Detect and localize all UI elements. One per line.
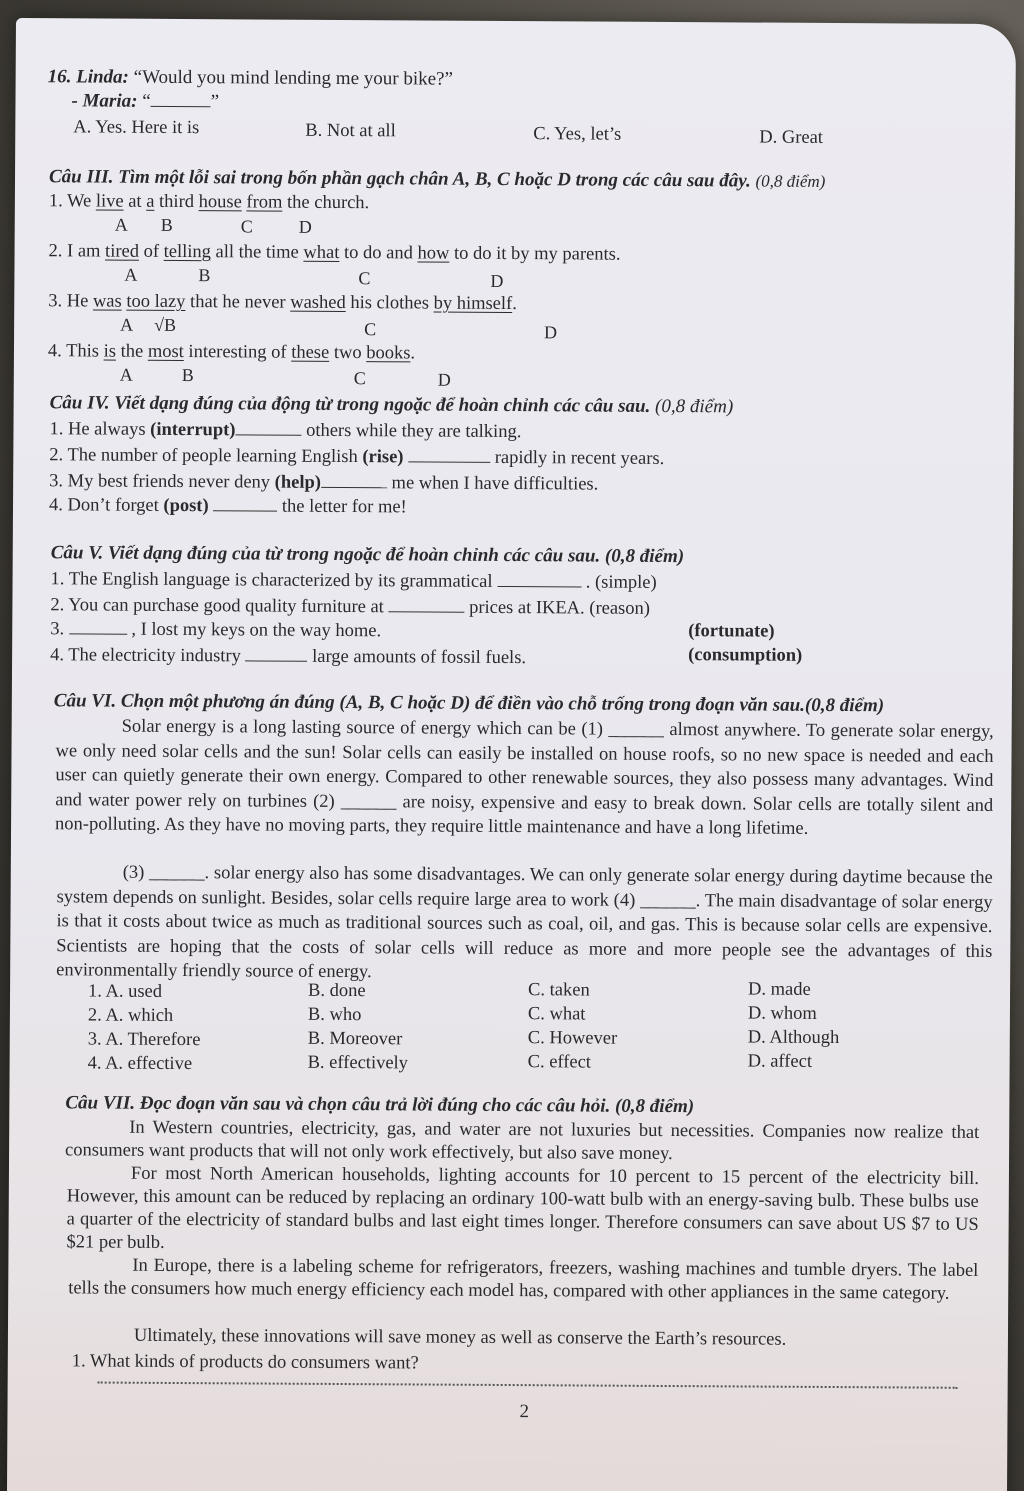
s6-row-3-c: C. However (527, 1028, 618, 1049)
s4-2-pre: 2. The number of people learning English (49, 445, 363, 468)
s5-2-blank (388, 597, 464, 612)
exam-sheet (7, 18, 1016, 1491)
s3-1-text: at (123, 191, 147, 212)
s3-1-label-c: C (240, 216, 253, 237)
s3-2-d: how (417, 243, 450, 264)
s3-3-d: by himself (433, 293, 513, 315)
q16-line2 (71, 90, 219, 113)
s3-4-label-c: C (353, 368, 366, 389)
s3-2-a: tired (105, 241, 140, 262)
s3-4-label-a: A (119, 364, 133, 385)
s6-row-2-c: C. what (527, 1004, 586, 1025)
s6-row-2-b: B. who (307, 1004, 362, 1026)
s3-1-text: 1. We (48, 191, 96, 212)
s3-item-4 (48, 340, 415, 364)
s5-3-word: (fortunate) (688, 621, 775, 642)
s5-1-post: . (simple) (585, 572, 657, 593)
s7-paragraph-2: For most North American households, lighting accounts for 10 percent to 15 percent of the electricity bill. However, this amount can be reduced by replacing an ordinary 100-watt bulb with an energy-saving bulb. These bulbs use a quarter of the electricity of standard bulbs and last eight times longer. Therefore consumers can save about US $7 to US $21 per bulb. (66, 1163, 979, 1253)
s4-1-post: others while they are talking. (301, 420, 522, 443)
s4-2-post: rapidly in recent years. (490, 447, 665, 469)
s5-1-blank (497, 572, 581, 588)
section-3-points: (0,8 điểm) (755, 171, 826, 191)
s3-2-label-d: D (490, 270, 504, 291)
s3-1-label-d: D (298, 216, 312, 237)
s3-2-label-c: C (358, 268, 371, 289)
s4-item-2 (49, 444, 664, 470)
s7-answer-line (98, 1381, 958, 1389)
s3-2-text: to do and (339, 242, 418, 264)
s3-item-1 (49, 190, 369, 214)
q16-blank (151, 92, 211, 107)
s3-2-b: telling (163, 241, 212, 263)
s4-4-pre: 4. Don’t forget (48, 495, 164, 516)
s5-item-3 (50, 618, 381, 642)
s3-4-label-b: B (181, 365, 194, 386)
s3-3-text: . (512, 294, 517, 315)
q16-speaker-linda: 16. Linda: (47, 66, 129, 88)
s6-row-4-a: 4. A. effective (87, 1053, 193, 1075)
s5-item-1 (51, 568, 657, 594)
s3-2-text: 2. I am (48, 241, 106, 262)
s5-4-pre: 4. The electricity industry (50, 645, 246, 667)
s3-4-text: interesting of (183, 342, 292, 363)
s3-item-2 (49, 240, 621, 265)
section-4-points: (0,8 điểm) (655, 395, 734, 418)
s4-item-4 (49, 494, 407, 518)
q16-question: “Would you mind lending me your bike?” (133, 66, 454, 90)
s4-2-blank (408, 447, 490, 463)
s3-2-c: what (303, 242, 340, 263)
q16-option-a: A. Yes. Here it is (73, 117, 200, 139)
s6-row-3-d: D. Although (747, 1027, 840, 1049)
s4-4-verb: (post) (163, 495, 209, 517)
s4-3-verb: (help) (274, 472, 322, 493)
section-3-title (49, 166, 825, 193)
s5-item-2 (50, 594, 650, 620)
s3-4-text: two (329, 342, 367, 364)
q16-line1 (48, 66, 453, 90)
section-4-title (50, 392, 734, 418)
s3-3-label-b-marked: √B (154, 314, 177, 335)
s3-4-b: most (147, 341, 184, 363)
s3-2-label-b: B (198, 265, 211, 286)
s6-row-4-d: D. affect (747, 1051, 813, 1072)
s3-4-a: is (103, 341, 117, 362)
s3-4-text: the (115, 341, 148, 362)
s4-1-pre: 1. He always (49, 419, 151, 440)
s3-3-label-d: D (544, 322, 558, 343)
s6-row-3-a: 3. A. Therefore (87, 1029, 201, 1051)
s4-item-3 (49, 470, 598, 495)
s4-3-post: me when I have difficulties. (386, 473, 599, 495)
s3-1-label-b: B (160, 214, 173, 235)
s3-1-b: a (146, 191, 155, 212)
s3-1-a: live (95, 191, 124, 212)
s6-row-3-b: B. Moreover (307, 1028, 403, 1050)
s6-row-2-a: 2. A. which (87, 1005, 174, 1026)
s7-paragraph-4: Ultimately, these innovations will save money as well as conserve the Earth’s resources. (133, 1325, 787, 1350)
s3-2-text: of (138, 241, 164, 262)
s5-3-pre: 3. (50, 619, 69, 640)
s5-2-pre: 2. You can purchase good quality furniture at (50, 595, 389, 618)
s5-4-post: large amounts of fossil fuels. (307, 646, 527, 669)
s6-row-1-c: C. taken (528, 980, 590, 1001)
section-6-title: Câu VI. Chọn một phương án đúng (A, B, C hoặc D) để điền vào chỗ trống trong đoạn văn sau.(0,8 điểm) (53, 690, 885, 717)
s4-1-blank (235, 420, 301, 435)
s6-paragraph-1: Solar energy is a long lasting source of energy which can be (1) ______ almost anywhere. To generate solar energy, we only need solar cells and the sun! Solar cells can easily be installed on house roofs, so no new space is needed and each user can quietly generate their own energy. Compared to other renewable sources, they also possess many advantages. Wind and water power rely on turbines (2) ______ are noisy, expensive and easy to break down. Solar cells are totally silent and non-polluting. As they have no moving parts, they require little maintenance and have a long lifetime. (55, 716, 994, 839)
s3-1-label-a: A (114, 214, 128, 235)
q16-open-quote: “ (142, 90, 151, 112)
s3-3-text: that he never (185, 292, 291, 313)
q16-option-d: D. Great (759, 127, 824, 148)
s3-4-c: these (291, 342, 330, 363)
s7-question-1: 1. What kinds of products do consumers want? (71, 1351, 419, 1374)
s5-4-word: (consumption) (688, 645, 803, 666)
q16-option-b: B. Not at all (305, 120, 396, 142)
q16-option-c: C. Yes, let’s (533, 124, 622, 145)
s3-3-text: his clothes (345, 293, 434, 314)
s4-3-blank (321, 473, 387, 488)
s5-item-4 (50, 644, 526, 669)
section-5-title: Câu V. Viết dạng đúng của từ trong ngoặc để hoàn chỉnh các câu sau. (0,8 điểm) (50, 542, 685, 568)
s6-row-1-d: D. made (748, 979, 811, 1000)
s3-3-b: too lazy (126, 291, 186, 313)
s7-paragraph-1: In Western countries, electricity, gas, and water are not luxuries but necessities. Companies now realize that consumers want products that will not only work effectively, but also save money. (65, 1117, 980, 1165)
s3-3-label-c: C (364, 319, 377, 340)
s5-2-post: prices at IKEA. (reason) (464, 597, 650, 619)
s3-1-text: third (154, 191, 199, 213)
q16-speaker-maria: - Maria: (71, 90, 138, 112)
s3-2-text: to do it by my parents. (449, 243, 621, 265)
s3-3-label-a: A (120, 314, 134, 335)
q16-close-quote: ” (210, 91, 220, 113)
s3-4-label-d: D (437, 369, 451, 390)
s5-3-post: , I lost my keys on the way home. (131, 619, 382, 642)
section-4-title-text: Câu IV. Viết dạng đúng của động từ trong ngoặc để hoàn chỉnh các câu sau. (49, 392, 651, 417)
s6-paragraph-2: (3) ______. solar energy also has some disadvantages. We can only generate solar energy during daytime because the system depends on sunlight. Besides, solar cells require large area to work (4) ______. The main disadvantage of solar energy is that it costs about twice as much as traditional sources such as coal, oil, and gas. This is because solar cells are expensive. Scientists are hoping that the costs of solar cells will reduce as more and more people see the advantages of this environmentally friendly source of energy. (56, 862, 993, 983)
s7-paragraph-3: In Europe, there is a labeling scheme for refrigerators, freezers, washing machines and tumble dryers. The label tells the consumers how much energy efficiency each model has, compared with other appliances in the same category. (68, 1255, 979, 1304)
section-3-title-text: Câu III. Tìm một lỗi sai trong bốn phần gạch chân A, B, C hoặc D trong các câu sau đây. (48, 166, 751, 192)
s6-row-4-c: C. effect (527, 1052, 592, 1073)
s3-1-text: the church. (282, 192, 370, 214)
page-number: 2 (519, 1401, 530, 1423)
s6-row-1-a: 1. A. used (87, 981, 163, 1002)
section-7-title: Câu VII. Đọc đoạn văn sau và chọn câu trả lời đúng cho các câu hỏi. (0,8 điểm) (65, 1092, 695, 1118)
s4-4-post: the letter for me! (277, 496, 407, 518)
s3-2-label-a: A (124, 264, 138, 285)
s6-row-4-b: B. effectively (307, 1052, 409, 1074)
s3-3-c: washed (290, 292, 346, 314)
s4-item-1 (49, 418, 521, 443)
s3-1-d: from (246, 192, 283, 213)
s3-4-d: books (366, 343, 411, 364)
s6-row-1-b: B. done (308, 980, 366, 1002)
s3-3-text: 3. He (48, 291, 94, 312)
s6-row-2-d: D. whom (747, 1003, 817, 1024)
s4-3-pre: 3. My best friends never deny (49, 471, 275, 493)
s3-3-a: was (92, 291, 122, 312)
s3-2-text: all the time (210, 242, 304, 263)
s4-1-verb: (interrupt) (150, 419, 236, 441)
s5-3-blank (69, 619, 127, 634)
s3-4-text: . (410, 343, 416, 364)
s3-1-c: house (198, 192, 242, 213)
s3-item-3 (48, 290, 517, 315)
s3-4-text: 4. This (47, 341, 104, 362)
s5-1-pre: 1. The English language is characterized by its grammatical (50, 569, 498, 592)
s4-4-blank (213, 496, 277, 511)
s5-4-blank (245, 646, 307, 661)
s4-2-verb: (rise) (362, 447, 404, 468)
